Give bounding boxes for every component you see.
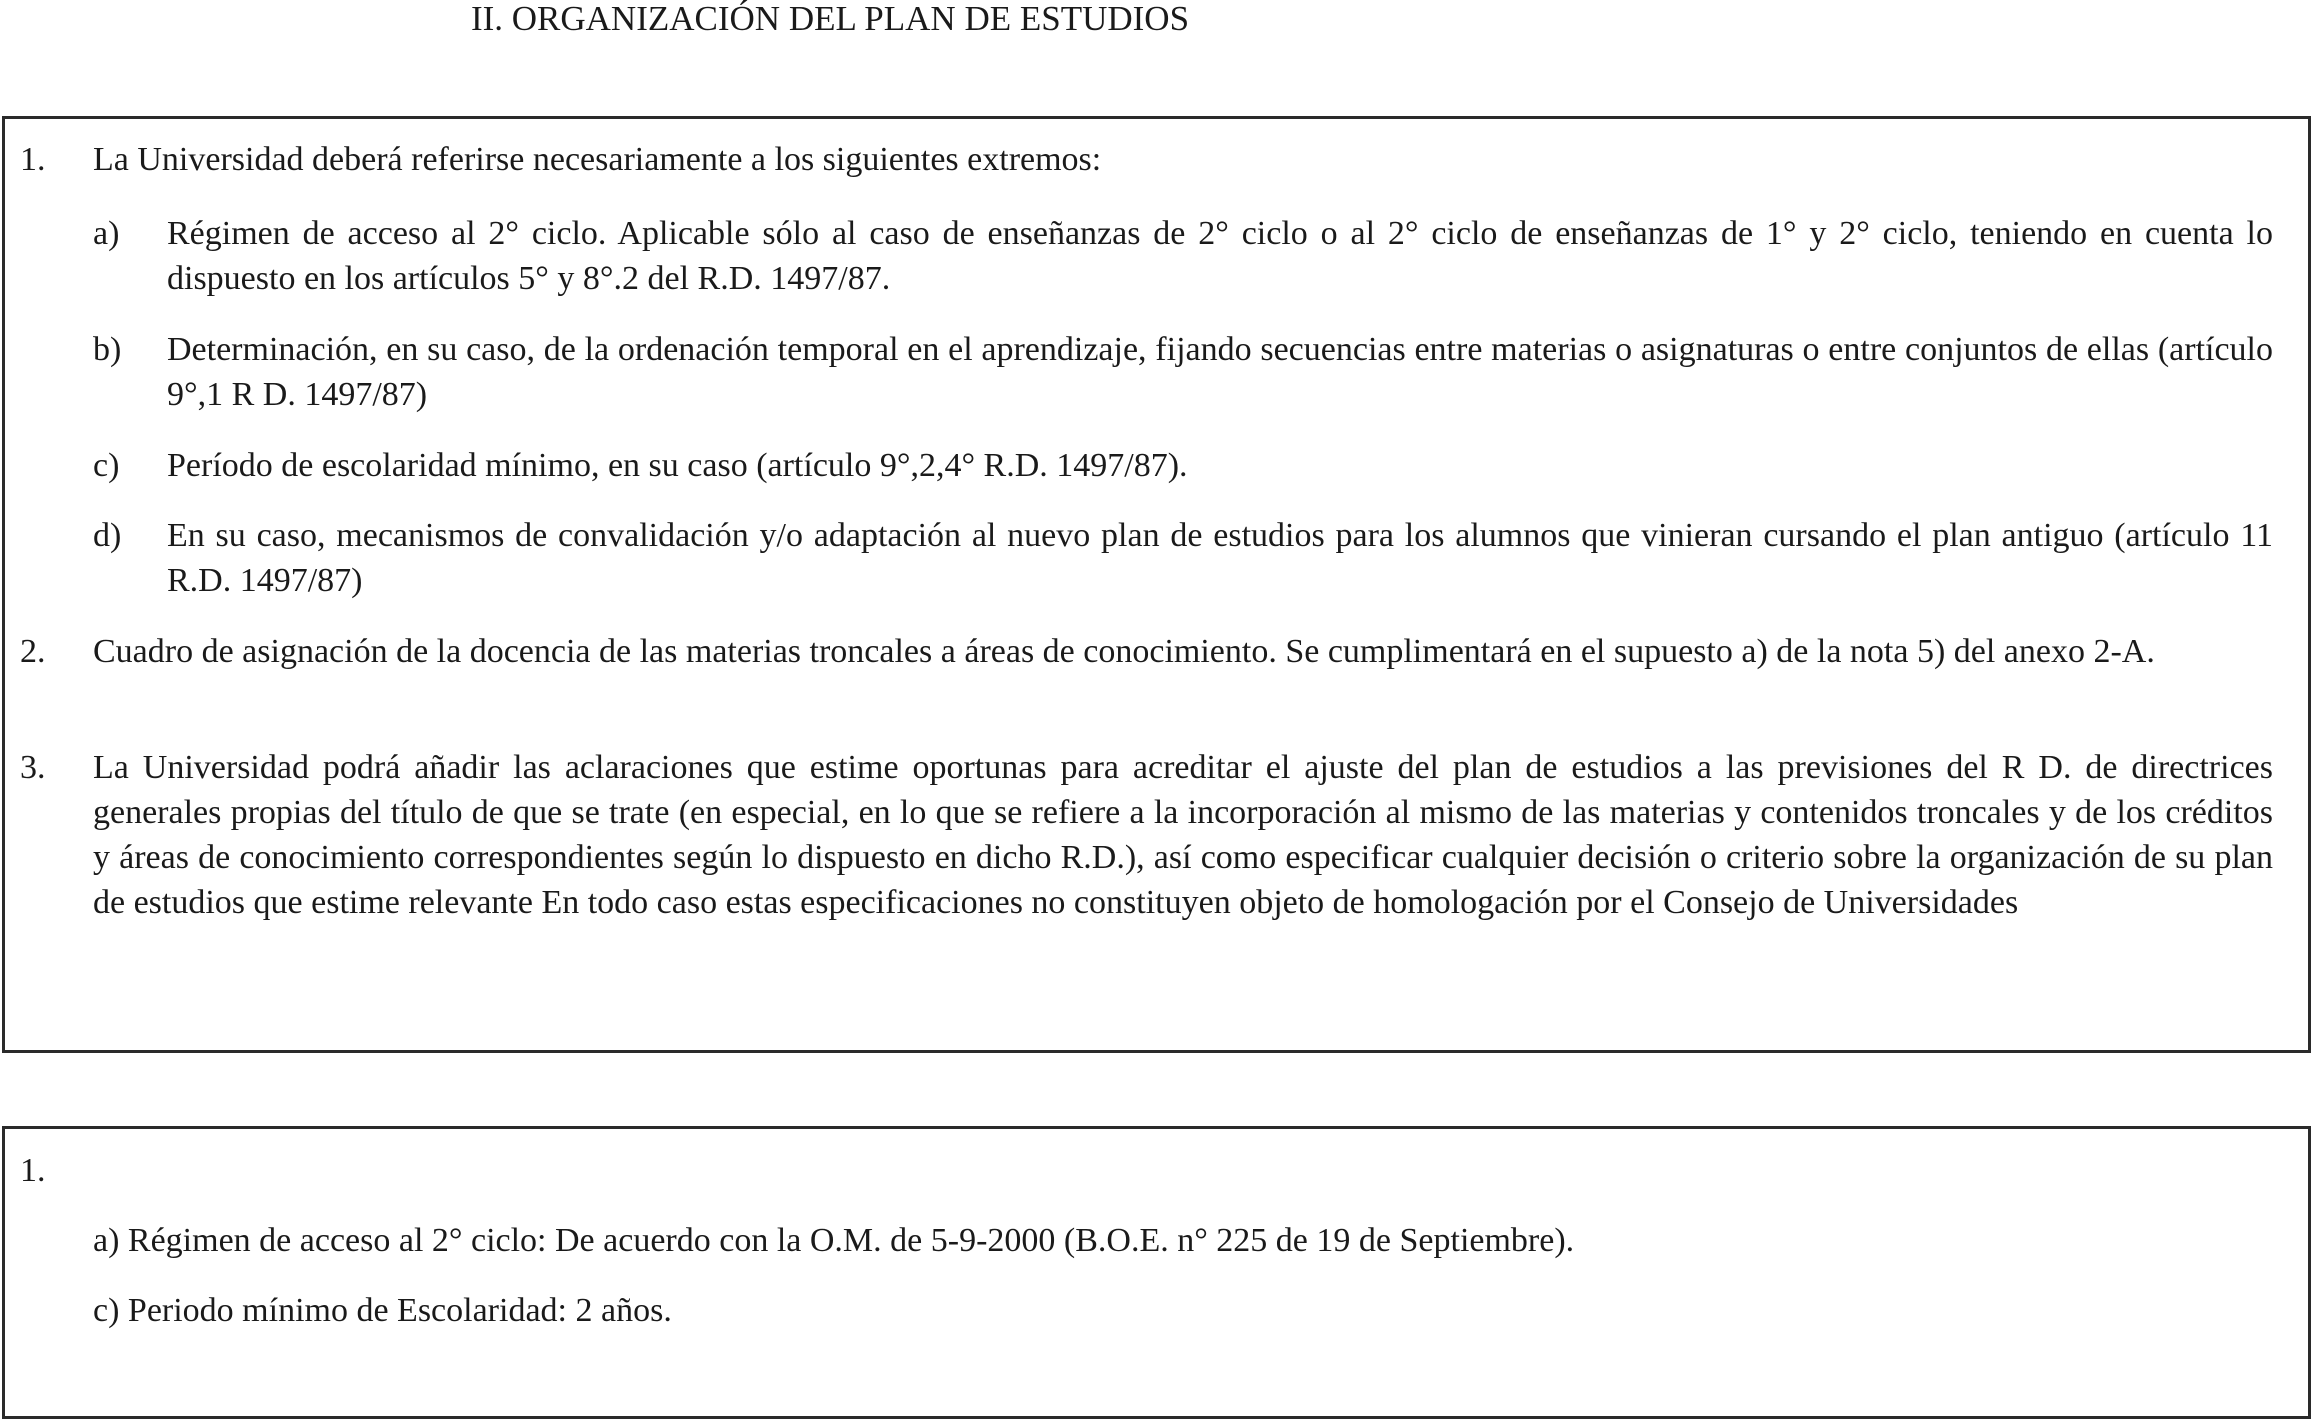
- answer-line-a: a) Régimen de acceso al 2° ciclo: De acuerdo con la O.M. de 5-9-2000 (B.O.E. n° 225 de 19 de Septiembre).: [93, 1222, 1575, 1259]
- answer-number: 1.: [20, 1152, 46, 1189]
- subitem-d-letter: d): [93, 517, 122, 554]
- subitem-b-text: Determinación, en su caso, de la ordenación temporal en el aprendizaje, fijando secuencias entre materias o asignaturas o entre conjuntos de ellas (artículo 9°,1 R D. 1497/87): [167, 331, 2273, 413]
- item-3-text: La Universidad podrá añadir las aclaraciones que estime oportunas para acreditar el ajuste del plan de estudios a las previsiones del R D. de directrices generales propias del título de que se trate (en especial, en lo que se refiere a la incorporación al mismo de las materias y contenidos troncales y de los créditos y áreas de conocimiento correspondientes según lo dispuesto en dicho R.D.), así como especificar cualquier decisión o criterio sobre la organización de su plan de estudios que estime relevante En todo caso estas especificaciones no constituyen objeto de homologación por el Consejo de Universidades: [93, 749, 2273, 921]
- answer-line-c: c) Periodo mínimo de Escolaridad: 2 años.: [93, 1292, 672, 1329]
- item-2-number: 2.: [20, 633, 46, 670]
- subitem-b-letter: b): [93, 331, 122, 368]
- item-1-text: La Universidad deberá referirse necesariamente a los siguientes extremos:: [93, 141, 1102, 178]
- subitem-d-text: En su caso, mecanismos de convalidación y/o adaptación al nuevo plan de estudios para los alumnos que vinieran cursando el plan antiguo (artículo 11 R.D. 1497/87): [167, 517, 2273, 599]
- item-2-text: Cuadro de asignación de la docencia de las materias troncales a áreas de conocimiento. Se cumplimentará en el supuesto a) de la nota 5) del anexo 2-A.: [93, 633, 2155, 670]
- subitem-c-letter: c): [93, 447, 120, 484]
- subitem-a-letter: a): [93, 215, 120, 252]
- subitem-a-text: Régimen de acceso al 2° ciclo. Aplicable sólo al caso de enseñanzas de 2° ciclo o al 2° ciclo de enseñanzas de 1° y 2° ciclo, teniendo en cuenta lo dispuesto en los artículos 5° y 8°.2 del R.D. 1497/87.: [167, 215, 2273, 297]
- item-3-number: 3.: [20, 749, 46, 786]
- answers-box: [2, 1126, 2311, 1419]
- subitem-c-text: Período de escolaridad mínimo, en su caso (artículo 9°,2,4° R.D. 1497/87).: [167, 447, 1188, 484]
- item-1-number: 1.: [20, 141, 46, 178]
- page-title: II. ORGANIZACIÓN DEL PLAN DE ESTUDIOS: [470, 0, 1190, 38]
